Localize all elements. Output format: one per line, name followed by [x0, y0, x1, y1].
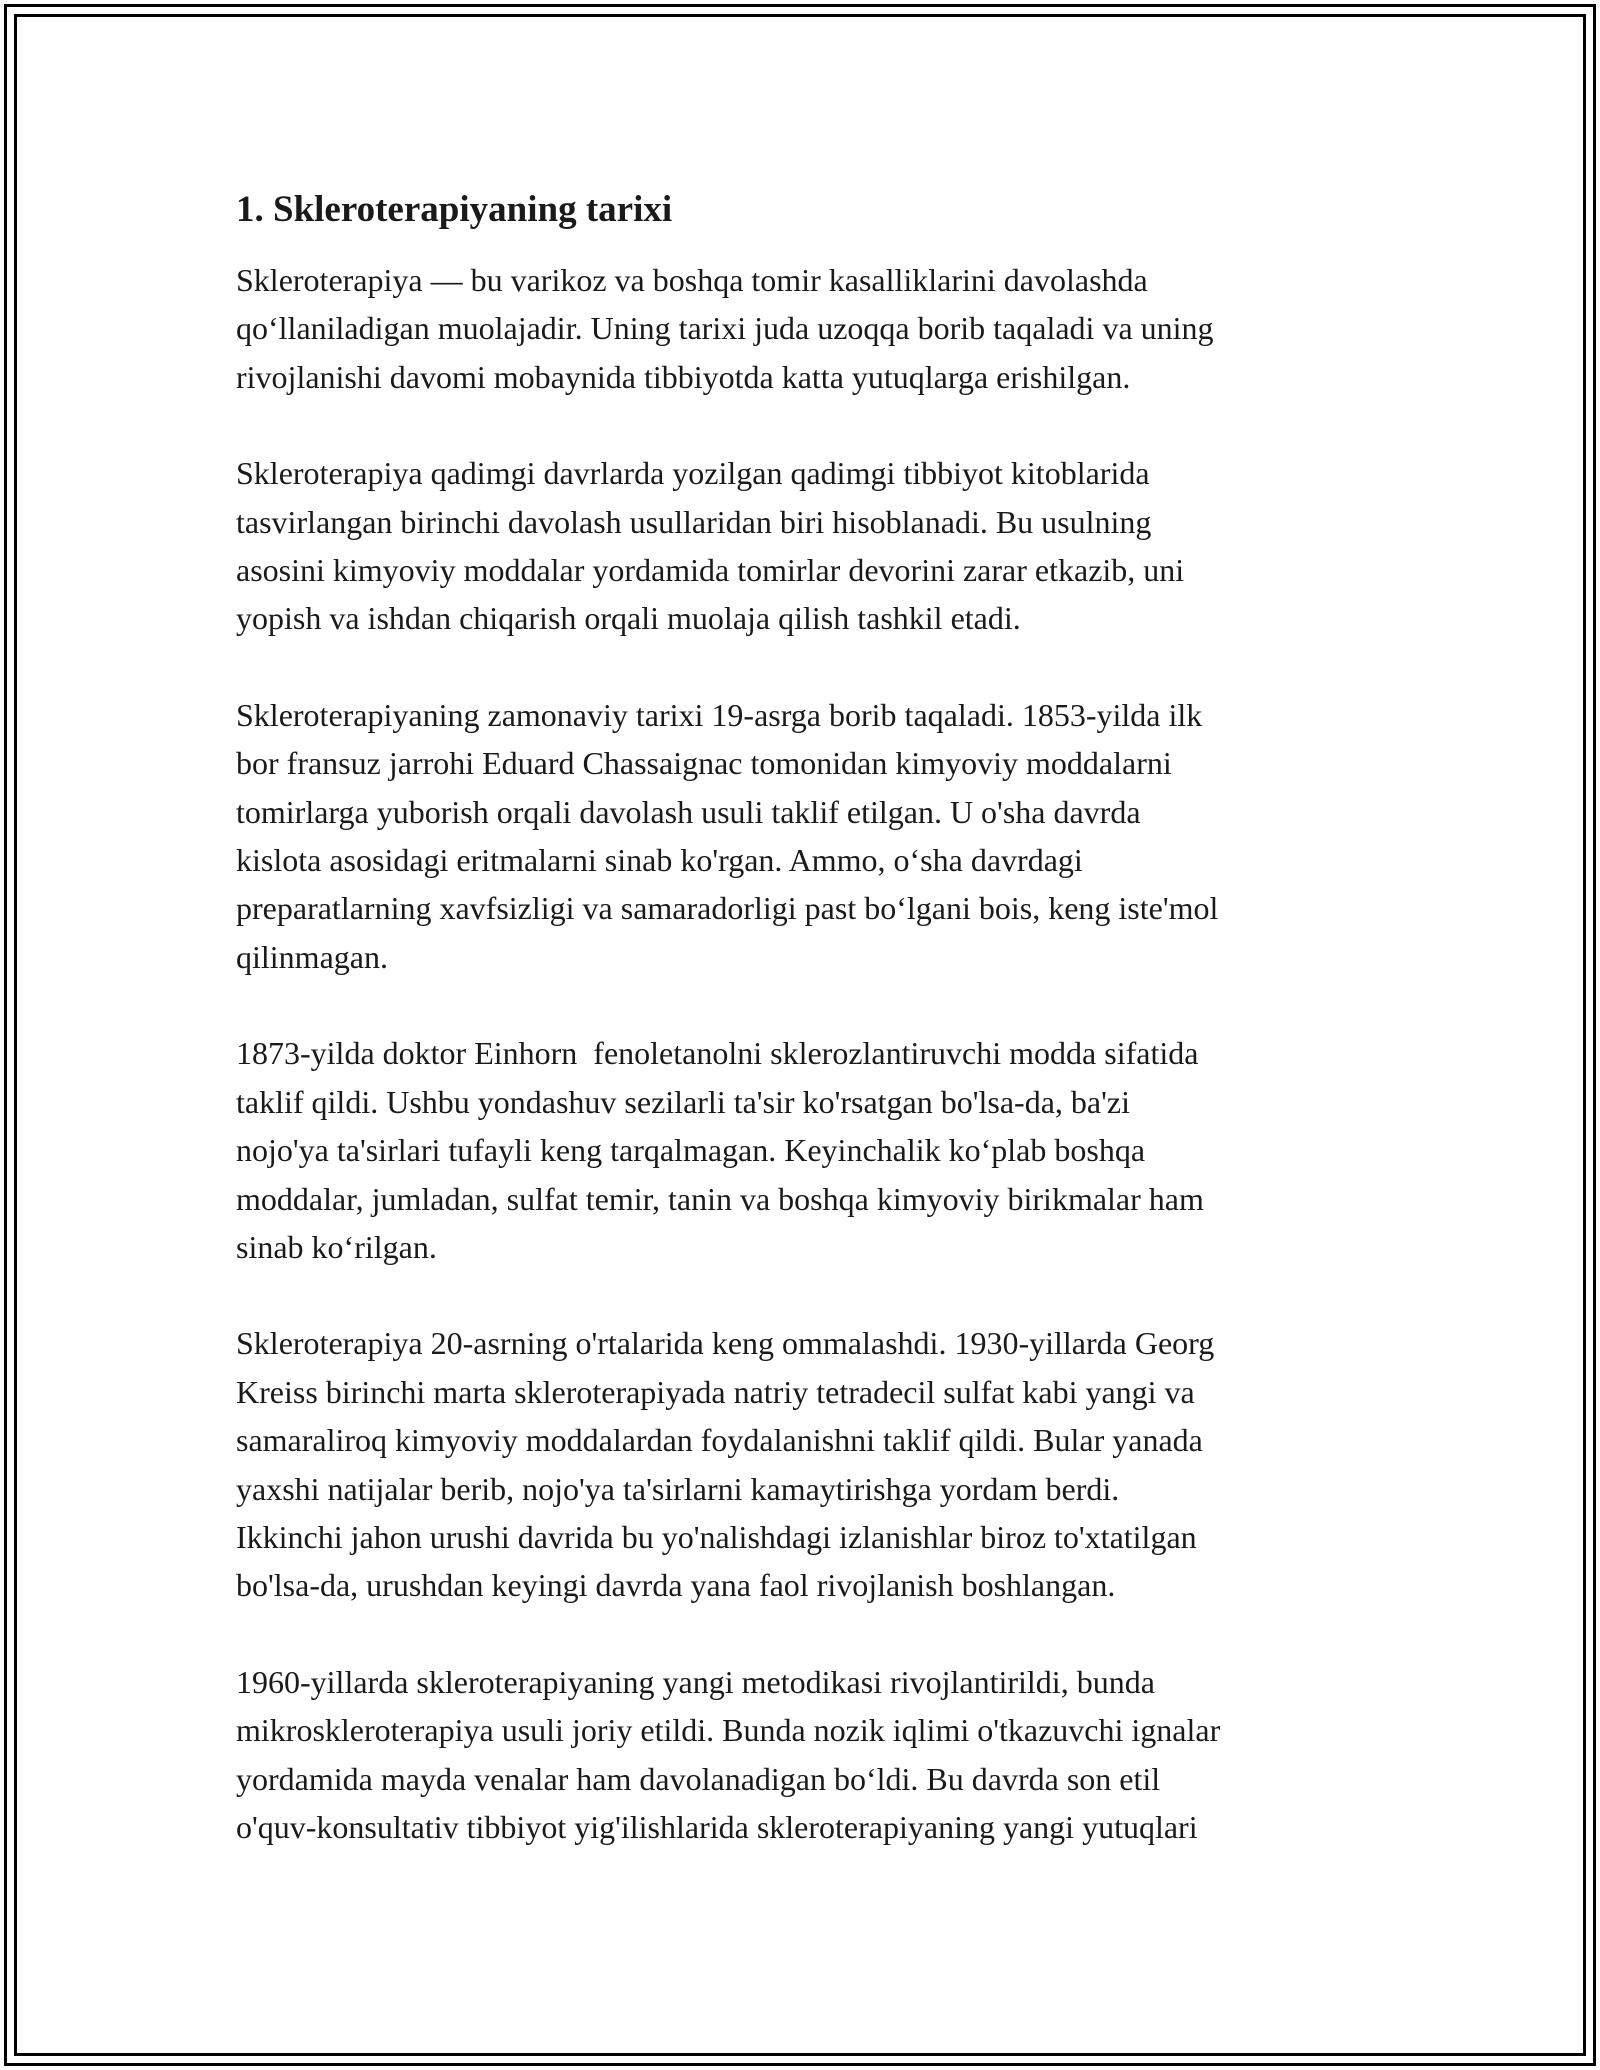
text-line: bor fransuz jarrohi Eduard Chassaignac tomonidan kimyoviy moddalarni	[236, 745, 1172, 782]
text-line: Skleroterapiyaning zamonaviy tarixi 19-asrga borib taqaladi. 1853-yilda ilk	[236, 696, 1203, 733]
paragraph-6	[236, 1658, 1376, 1852]
text-line: mikroskleroterapiya usuli joriy etildi. Bunda nozik iqlimi o'tkazuvchi ignalar	[236, 1712, 1221, 1749]
text-line: rivojlanishi davomi mobaynida tibbiyotda katta yutuqlarga erishilgan.	[236, 358, 1131, 395]
text-line: Skleroterapiya — bu varikoz va boshqa tomir kasalliklarini davolashda	[236, 262, 1148, 298]
text-line: yordamida mayda venalar ham davolanadigan bo‘ldi. Bu davrda son etil	[236, 1760, 1161, 1797]
text-line: asosini kimyoviy moddalar yordamida tomirlar devorini zarar etkazib, uni	[236, 552, 1185, 589]
text-line: o'quv-konsultativ tibbiyot yig'ilishlarida skleroterapiyaning yangi yutuqlari	[236, 1808, 1198, 1845]
text-line: qilinmagan.	[236, 938, 388, 975]
paragraph-2	[236, 449, 1376, 643]
text-line: samaraliroq kimyoviy moddalardan foydalanishni taklif qildi. Bular yanada	[236, 1422, 1203, 1459]
text-line: sinab ko‘rilgan.	[236, 1228, 437, 1265]
text-line: yaxshi natijalar berib, nojo'ya ta'sirlarni kamaytirishga yordam berdi.	[236, 1470, 1120, 1507]
text-line: taklif qildi. Ushbu yondashuv sezilarli ta'sir ko'rsatgan bo'lsa-da, ba'zi	[236, 1083, 1130, 1120]
text-line: tasvirlangan birinchi davolash usullaridan biri hisoblanadi. Bu usulning	[236, 503, 1152, 540]
paragraph-3	[236, 691, 1376, 981]
paragraph-4	[236, 1029, 1376, 1271]
text-line: Skleroterapiya 20-asrning o'rtalarida keng ommalashdi. 1930-yillarda Georg	[236, 1325, 1215, 1362]
text-line: moddalar, jumladan, sulfat temir, tanin va boshqa kimyoviy birikmalar ham	[236, 1180, 1204, 1217]
section-heading: 1. Skleroterapiyaning tarixi	[236, 189, 673, 230]
text-line: 1873-yilda doktor Einhorn fenoletanolni sklerozlantiruvchi modda sifatida	[236, 1035, 1199, 1072]
text-line: Ikkinchi jahon urushi davrida bu yo'nalishdagi izlanishlar biroz to'xtatilgan	[236, 1518, 1197, 1555]
text-line: preparatlarning xavfsizligi va samaradorligi past bo‘lgani bois, keng iste'mol	[236, 890, 1219, 927]
paragraph-5	[236, 1319, 1376, 1609]
document-body	[236, 186, 1376, 1899]
paragraph-1	[236, 256, 1376, 401]
text-line: yopish va ishdan chiqarish orqali muolaja qilish tashkil etadi.	[236, 600, 1021, 637]
text-line: nojo'ya ta'sirlari tufayli keng tarqalmagan. Keyinchalik ko‘plab boshqa	[236, 1132, 1146, 1169]
text-line: bo'lsa-da, urushdan keyingi davrda yana faol rivojlanish boshlangan.	[236, 1567, 1116, 1604]
text-line: tomirlarga yuborish orqali davolash usuli taklif etilgan. U o'sha davrda	[236, 793, 1141, 830]
text-line: Skleroterapiya qadimgi davrlarda yozilgan qadimgi tibbiyot kitoblarida	[236, 455, 1150, 492]
text-line: 1960-yillarda skleroterapiyaning yangi metodikasi rivojlantirildi, bunda	[236, 1663, 1155, 1700]
text-line: qo‘llaniladigan muolajadir. Uning tarixi juda uzoqqa borib taqaladi va uning	[236, 310, 1214, 347]
text-line: Kreiss birinchi marta skleroterapiyada natriy tetradecil sulfat kabi yangi va	[236, 1373, 1195, 1410]
text-line: kislota asosidagi eritmalarni sinab ko'rgan. Ammo, o‘sha davrdagi	[236, 842, 1083, 879]
